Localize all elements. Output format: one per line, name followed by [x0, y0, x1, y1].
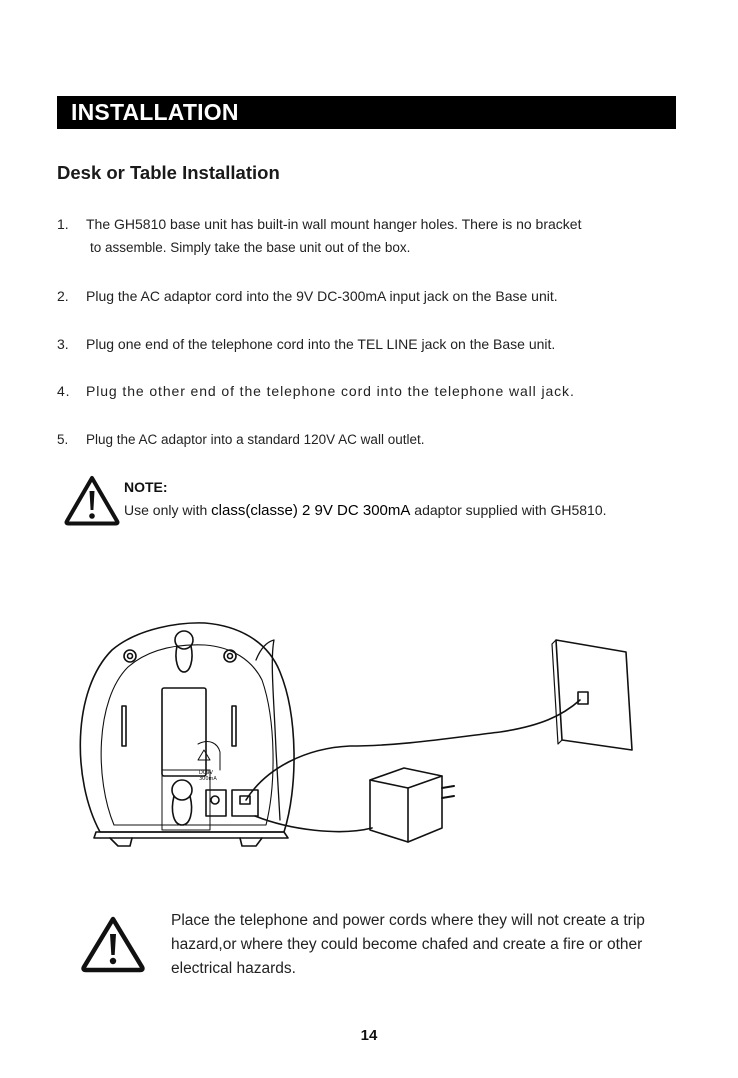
note-title: NOTE: — [124, 479, 168, 495]
note-emphasis: class(classe) 2 9V DC 300mA — [211, 502, 411, 519]
step-5 — [57, 428, 687, 451]
warning-triangle-icon — [63, 474, 121, 526]
note-body — [124, 502, 694, 519]
step-text: Plug the AC adaptor into a standard 120V AC wall outlet. — [86, 432, 425, 447]
step-number: 3. — [57, 336, 69, 352]
page-number: 14 — [360, 1027, 378, 1044]
step-number: 2. — [57, 288, 69, 304]
jack-label-current: 300mA — [199, 776, 217, 782]
note-prefix: Use only with — [124, 502, 212, 518]
caution-line: hazard,or where they could become chafed and create a fire or other — [171, 936, 643, 953]
caution-line: Place the telephone and power cords where they will not create a trip — [171, 912, 645, 929]
step-number: 4. — [57, 383, 71, 399]
step-text: Plug the AC adaptor cord into the 9V DC-300mA input jack on the Base unit. — [86, 288, 558, 304]
base-unit-wiring-diagram — [70, 620, 670, 850]
section-banner — [57, 96, 676, 129]
note-suffix: adaptor supplied with GH5810. — [410, 502, 607, 518]
caution-line: electrical hazards. — [171, 960, 296, 977]
step-continuation: to assemble. Simply take the base unit out of the box. — [90, 240, 411, 255]
base-unit-shell — [80, 623, 294, 832]
section-title: INSTALLATION — [71, 99, 239, 125]
jack-label-voltage: DC9V — [199, 770, 213, 776]
step-text: Plug one end of the telephone cord into the TEL LINE jack on the Base unit. — [86, 336, 556, 352]
step-2 — [57, 285, 687, 308]
step-text: Plug the other end of the telephone cord into the telephone wall jack. — [86, 383, 575, 399]
step-number: 5. — [57, 432, 69, 447]
subheading: Desk or Table Installation — [57, 162, 280, 183]
step-number: 1. — [57, 216, 69, 232]
step-3 — [57, 333, 687, 356]
step-text: The GH5810 base unit has built-in wall mount hanger holes. There is no bracket — [86, 216, 582, 232]
caution-text — [171, 909, 683, 981]
caution-triangle-icon — [79, 915, 147, 973]
step-1 — [57, 213, 687, 259]
step-4 — [57, 380, 687, 403]
